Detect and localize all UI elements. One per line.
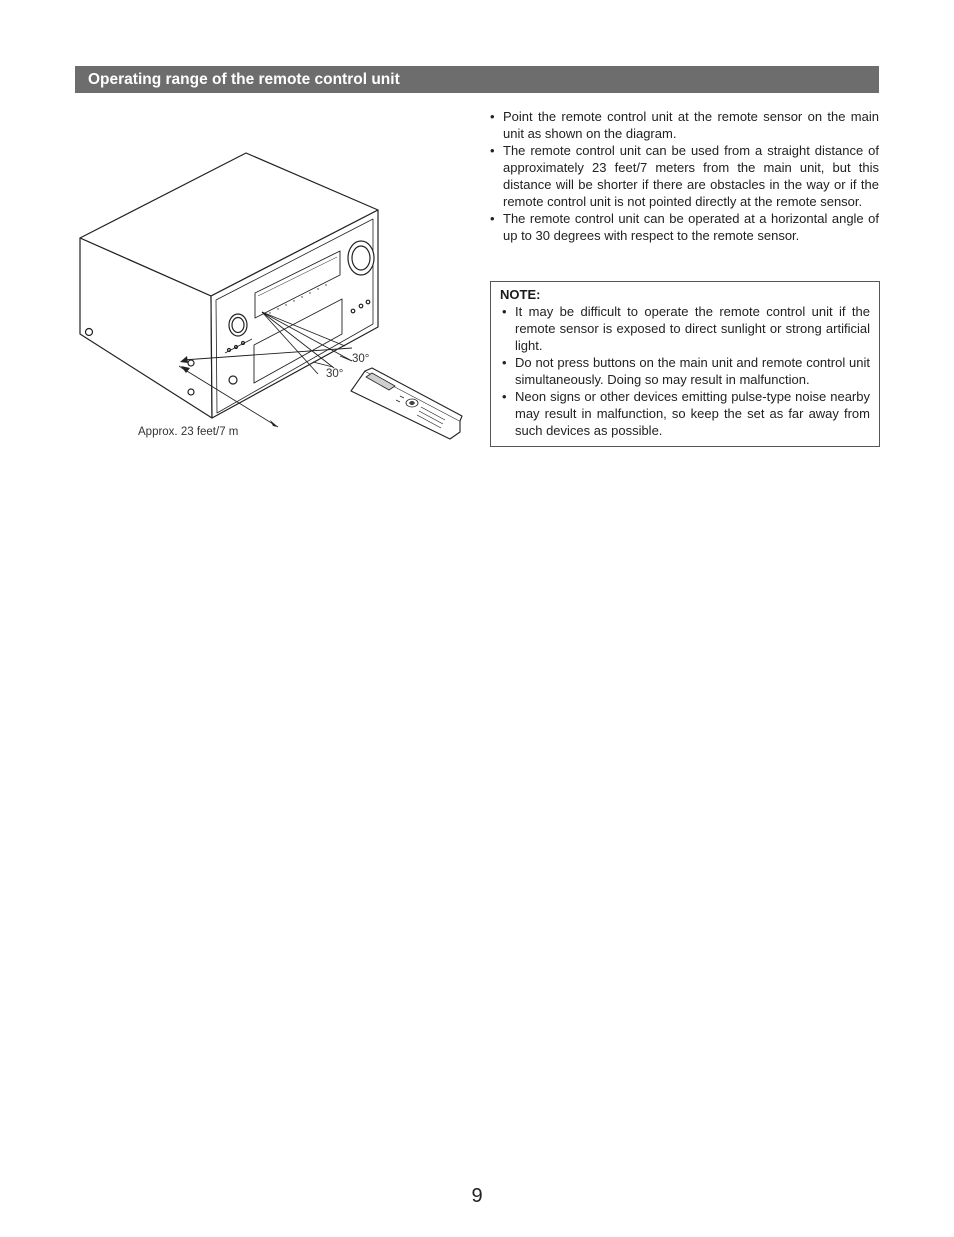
section-header-bar: [75, 66, 879, 93]
note-list: [500, 303, 870, 439]
distance-label: Approx. 23 feet/7 m: [138, 426, 239, 438]
instruction-item: • The remote control unit can be operated at a horizontal angle of up to 30 degrees with respect to the remote sensor.: [488, 210, 879, 244]
page-number: 9: [471, 1185, 483, 1207]
receiver-illustration: [75, 145, 470, 445]
angle-label-lower: 30°: [326, 368, 344, 380]
note-item: • Do not press buttons on the main unit and remote control unit simultaneously. Doing so may result in malfunction.: [500, 354, 870, 388]
instruction-item: • The remote control unit can be used from a straight distance of approximately 23 feet/7 meters from the main unit, but this distance will be shorter if there are obstacles in the way or if the remote control unit is not pointed directly at the remote sensor.: [488, 142, 879, 210]
instructions-list: [488, 108, 879, 244]
remote-range-diagram: [75, 145, 470, 445]
note-item: • Neon signs or other devices emitting pulse-type noise nearby may result in malfunction, so keep the set as far away from such devices as possible.: [500, 388, 870, 439]
note-item: • It may be difficult to operate the remote control unit if the remote sensor is exposed to direct sunlight or strong artificial light.: [500, 303, 870, 354]
note-title: NOTE:: [500, 287, 541, 302]
note-box: [490, 281, 880, 447]
angle-label-upper: 30°: [352, 353, 370, 365]
remote-control-illustration: [351, 368, 462, 439]
section-title: Operating range of the remote control unit: [88, 71, 400, 88]
instruction-item: • Point the remote control unit at the remote sensor on the main unit as shown on the diagram.: [488, 108, 879, 142]
